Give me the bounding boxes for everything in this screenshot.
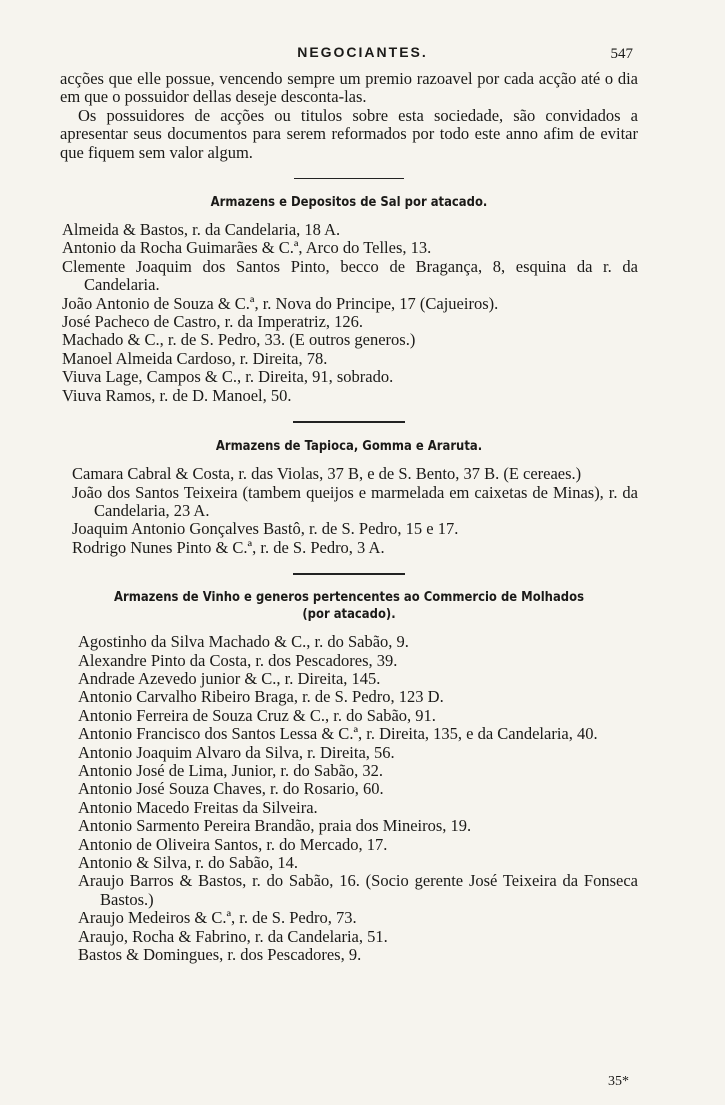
section-salt-warehouses xyxy=(60,193,638,405)
list-item: Andrade Azevedo junior & C., r. Direita, 145. xyxy=(78,668,381,688)
list-item: Araujo Medeiros & C.ª, r. de S. Pedro, 73. xyxy=(78,908,357,928)
section-divider xyxy=(293,421,405,423)
running-header xyxy=(0,44,725,70)
section-wine-warehouses xyxy=(60,589,638,964)
list-item: Antonio da Rocha Guimarães & C.ª, Arco do Telles, 13. xyxy=(62,238,432,258)
list-item: Machado & C., r. de S. Pedro, 33. (E outros generos.) xyxy=(62,330,416,350)
page-content xyxy=(60,70,638,964)
section-heading: Armazens de Vinho e generos pertencentes ao Commercio de Molhados (por atacado). xyxy=(114,589,584,623)
list-item: Araujo, Rocha & Fabrino, r. da Candelaria, 51. xyxy=(78,926,388,946)
intro-text xyxy=(60,70,638,162)
page-number: 547 xyxy=(610,46,633,62)
list-item: Manoel Almeida Cardoso, r. Direita, 78. xyxy=(62,348,328,368)
list-item: Clemente Joaquim dos Santos Pinto, becco de Bragança, 8, esquina da r. da Candelaria. xyxy=(62,256,638,295)
section-divider xyxy=(294,178,404,179)
list-item: Antonio Sarmento Pereira Brandão, praia dos Mineiros, 19. xyxy=(78,816,472,836)
list-item: Antonio de Oliveira Santos, r. do Mercado, 17. xyxy=(78,834,388,854)
signature-mark: 35* xyxy=(608,1074,629,1089)
entry-list xyxy=(72,465,638,557)
list-item: Camara Cabral & Costa, r. das Violas, 37 B, e de S. Bento, 37 B. (E cereaes.) xyxy=(72,464,582,484)
list-item: Almeida & Bastos, r. da Candelaria, 18 A. xyxy=(62,220,341,240)
section-heading: Armazens e Depositos de Sal por atacado. xyxy=(210,194,488,211)
list-item: Araujo Barros & Bastos, r. do Sabão, 16. (Socio gerente José Teixeira da Fonseca Bastos.) xyxy=(78,871,638,909)
list-item: Viuva Ramos, r. de D. Manoel, 50. xyxy=(62,385,292,405)
list-item: João Antonio de Souza & C.ª, r. Nova do Principe, 17 (Cajueiros). xyxy=(62,293,499,313)
list-item: Viuva Lage, Campos & C., r. Direita, 91, sobrado. xyxy=(62,367,394,387)
list-item: Antonio & Silva, r. do Sabão, 14. xyxy=(78,853,298,872)
section-heading: Armazens de Tapioca, Gomma e Araruta. xyxy=(215,438,483,455)
list-item: Antonio Francisco dos Santos Lessa & C.ª, r. Direita, 135, e da Candelaria, 40. xyxy=(78,724,598,744)
intro-paragraph: acções que elle possue, vencendo sempre um premio razoavel por cada acção até o dia em que o possuidor dellas deseje desconta-las. xyxy=(60,69,638,107)
list-item: Antonio Macedo Freitas da Silveira. xyxy=(78,797,318,817)
entry-list xyxy=(62,221,638,405)
list-item: Agostinho da Silva Machado & C., r. do Sabão, 9. xyxy=(78,632,409,652)
page-title: NEGOCIANTES. xyxy=(297,44,428,60)
list-item: Joaquim Antonio Gonçalves Bastô, r. de S. Pedro, 15 e 17. xyxy=(72,519,459,539)
list-item: Alexandre Pinto da Costa, r. dos Pescadores, 39. xyxy=(78,650,398,670)
list-item: Bastos & Domingues, r. dos Pescadores, 9. xyxy=(78,945,362,965)
list-item: João dos Santos Teixeira (tambem queijos e marmelada em caixetas de Minas), r. da Candelaria, 23 A. xyxy=(72,482,638,520)
list-item: José Pacheco de Castro, r. da Imperatriz, 126. xyxy=(62,312,364,332)
list-item: Antonio Ferreira de Souza Cruz & C., r. do Sabão, 91. xyxy=(78,705,436,725)
section-tapioca-warehouses xyxy=(60,437,638,557)
list-item: Antonio José de Lima, Junior, r. do Sabão, 32. xyxy=(78,760,384,780)
list-item: Rodrigo Nunes Pinto & C.ª, r. de S. Pedro, 3 A. xyxy=(72,537,385,557)
entry-list xyxy=(78,633,638,964)
list-item: Antonio José Souza Chaves, r. do Rosario, 60. xyxy=(78,779,384,799)
section-divider xyxy=(293,573,405,575)
list-item: Antonio Carvalho Ribeiro Braga, r. de S. Pedro, 123 D. xyxy=(78,687,444,707)
intro-paragraph: Os possuidores de acções ou titulos sobre esta sociedade, são convidados a apresentar seus documentos para serem reformados por todo este anno afim de evitar que fiquem sem valor algum. xyxy=(60,105,638,162)
list-item: Antonio Joaquim Alvaro da Silva, r. Direita, 56. xyxy=(78,742,395,762)
